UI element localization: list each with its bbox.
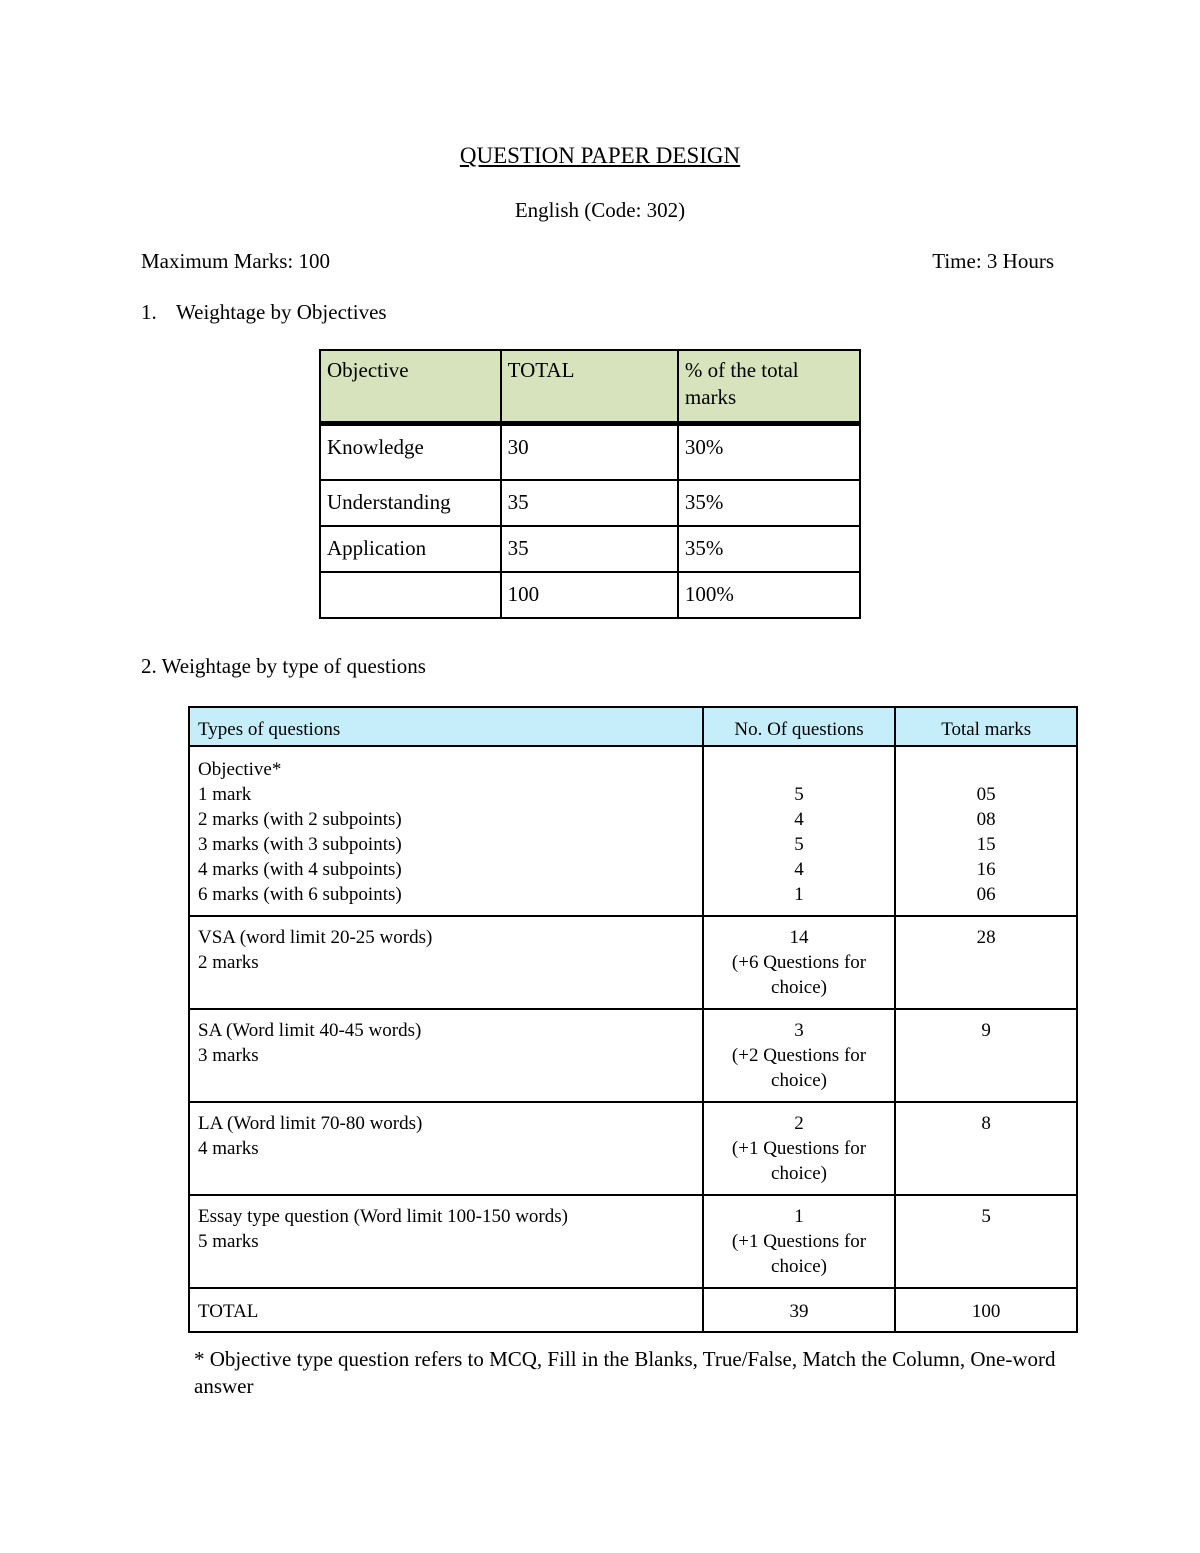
type-cell xyxy=(189,1009,703,1102)
type-cell xyxy=(189,1195,703,1288)
total-cell: 35 xyxy=(501,480,678,526)
section-2-heading: 2. Weightage by type of questions xyxy=(141,654,426,678)
objective-type: 4 marks (with 4 subpoints) xyxy=(198,859,402,880)
choice-note: choice) xyxy=(771,1163,827,1184)
objective-cell: Application xyxy=(320,526,501,572)
objective-marks: 15 xyxy=(976,834,996,855)
choice-note: choice) xyxy=(771,1256,827,1277)
question-count: 2 xyxy=(794,1113,804,1134)
question-types-table xyxy=(188,706,1078,1333)
percent-cell: 30% xyxy=(678,424,860,481)
section-1-number: 1. xyxy=(141,300,157,324)
maximum-marks: Maximum Marks: 100 xyxy=(141,249,330,273)
table-row xyxy=(320,424,860,481)
objective-count: 4 xyxy=(794,809,804,830)
objectives-table xyxy=(319,349,861,619)
count-cell xyxy=(703,1102,896,1195)
section-1-title: Weightage by Objectives xyxy=(176,300,387,324)
total-cell: 100 xyxy=(501,572,678,618)
footnote: * Objective type question refers to MCQ, Fill in the Blanks, True/False, Match the Column, One-word answer xyxy=(194,1347,1056,1398)
marks-each: 2 marks xyxy=(198,952,259,973)
marks-each: 3 marks xyxy=(198,1045,259,1066)
objective-type: 3 marks (with 3 subpoints) xyxy=(198,834,402,855)
table-row xyxy=(189,916,1077,1009)
header-objective: Objective xyxy=(320,350,501,424)
objective-marks: 06 xyxy=(976,884,996,905)
marks-cell: 28 xyxy=(895,916,1077,1009)
choice-note: choice) xyxy=(771,977,827,998)
header-no-of-questions: No. Of questions xyxy=(703,707,896,746)
objective-type: 1 mark xyxy=(198,784,252,805)
objective-marks-cell xyxy=(895,746,1077,916)
page-title: QUESTION PAPER DESIGN xyxy=(459,143,741,168)
header-percent: % of the total marks xyxy=(678,350,860,424)
type-label: LA (Word limit 70-80 words) xyxy=(198,1113,423,1134)
spacer xyxy=(904,757,1068,782)
types-header-row xyxy=(189,707,1077,746)
percent-cell: 35% xyxy=(678,480,860,526)
objective-count: 5 xyxy=(794,834,804,855)
spacer xyxy=(712,757,887,782)
percent-cell: 100% xyxy=(678,572,860,618)
objective-count: 5 xyxy=(794,784,804,805)
marks-cell: 5 xyxy=(895,1195,1077,1288)
objective-count: 4 xyxy=(794,859,804,880)
choice-note: (+6 Questions for xyxy=(731,952,867,973)
objective-cell: Knowledge xyxy=(320,424,501,481)
marks-cell: 9 xyxy=(895,1009,1077,1102)
count-cell xyxy=(703,1195,896,1288)
type-label: Essay type question (Word limit 100-150 words) xyxy=(198,1206,568,1227)
question-count: 14 xyxy=(789,927,809,948)
type-label: VSA (word limit 20-25 words) xyxy=(198,927,433,948)
choice-note: (+2 Questions for xyxy=(731,1045,867,1066)
type-cell xyxy=(189,1102,703,1195)
objectives-header-row xyxy=(320,350,860,424)
objective-marks: 08 xyxy=(976,809,996,830)
total-marks: 100 xyxy=(895,1288,1077,1332)
objective-count: 1 xyxy=(794,884,804,905)
objective-cell: Understanding xyxy=(320,480,501,526)
total-label: TOTAL xyxy=(189,1288,703,1332)
table-row xyxy=(189,746,1077,916)
header-total: TOTAL xyxy=(501,350,678,424)
count-cell xyxy=(703,916,896,1009)
objective-counts-cell xyxy=(703,746,896,916)
section-1-heading xyxy=(141,300,387,325)
type-cell xyxy=(189,916,703,1009)
table-row xyxy=(320,572,860,618)
objective-label: Objective* xyxy=(198,759,282,780)
objective-cell xyxy=(320,572,501,618)
time-allowed: Time: 3 Hours xyxy=(932,249,1054,273)
table-row xyxy=(320,480,860,526)
table-row xyxy=(189,1195,1077,1288)
total-cell: 30 xyxy=(501,424,678,481)
header-types: Types of questions xyxy=(189,707,703,746)
question-count: 3 xyxy=(794,1020,804,1041)
objective-marks: 05 xyxy=(976,784,996,805)
objective-type: 6 marks (with 6 subpoints) xyxy=(198,884,402,905)
choice-note: choice) xyxy=(771,1070,827,1091)
table-row xyxy=(189,1009,1077,1102)
choice-note: (+1 Questions for xyxy=(731,1138,867,1159)
marks-each: 4 marks xyxy=(198,1138,259,1159)
question-count: 1 xyxy=(794,1206,804,1227)
total-count: 39 xyxy=(703,1288,896,1332)
objective-types-cell xyxy=(189,746,703,916)
marks-each: 5 marks xyxy=(198,1231,259,1252)
objective-marks: 16 xyxy=(976,859,996,880)
count-cell xyxy=(703,1009,896,1102)
total-cell: 35 xyxy=(501,526,678,572)
type-label: SA (Word limit 40-45 words) xyxy=(198,1020,422,1041)
table-row xyxy=(189,1102,1077,1195)
header-total-marks: Total marks xyxy=(895,707,1077,746)
total-row xyxy=(189,1288,1077,1332)
subject-code: English (Code: 302) xyxy=(514,198,686,222)
objective-type: 2 marks (with 2 subpoints) xyxy=(198,809,402,830)
marks-cell: 8 xyxy=(895,1102,1077,1195)
choice-note: (+1 Questions for xyxy=(731,1231,867,1252)
table-row xyxy=(320,526,860,572)
percent-cell: 35% xyxy=(678,526,860,572)
